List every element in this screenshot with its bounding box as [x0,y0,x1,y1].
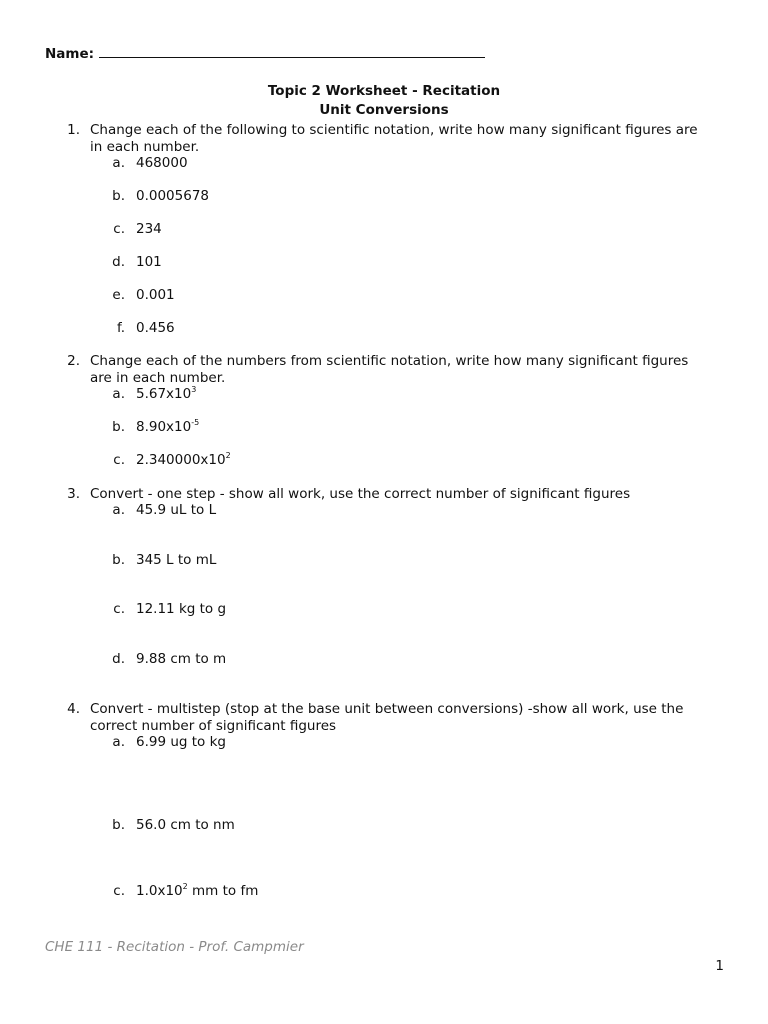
question-number: 3. [67,486,80,502]
item-text: 12.11 kg to g [136,601,227,617]
item-letter: c. [113,221,125,237]
item-text: 6.99 ug to kg [136,734,226,750]
item-letter: a. [112,734,125,750]
item-letter: f. [116,320,125,336]
item-text: 234 [136,221,162,237]
item-text: 345 L to mL [136,552,217,568]
item-text: 0.0005678 [136,188,210,204]
exponent: -5 [191,418,200,427]
question-number: 1. [67,122,80,138]
footer-instructor: Prof. Campmier [198,939,304,955]
exponent: 2 [225,451,231,460]
name-blank-line [99,45,485,58]
item-letter: b. [112,419,125,435]
name-label: Name: [45,46,95,62]
question-text: Convert - one step - show all work, use the correct number of significant figures [90,486,631,502]
item-text: 468000 [136,155,188,171]
item-text: $2.340000x10^2$ [136,451,231,468]
item-letter: c. [113,452,125,468]
item-text: 101 [136,254,162,270]
item-text: $8.90x10^{-5}$ [136,418,200,435]
question-number: 2. [67,353,80,369]
item-letter: b. [112,552,125,568]
item-letter: b. [112,817,125,833]
item-letter: c. [113,601,125,617]
item-letter: d. [112,651,125,667]
question-text: Change each of the numbers from scientific notation, write how many significant figures [90,353,689,369]
page-number: 1 [715,958,724,974]
question-text: Change each of the following to scientific notation, write how many significant figures are [90,122,698,138]
exponent: 2 [182,882,188,891]
item-text: $5.67x10^3$ [136,385,197,402]
item-text: 45.9 uL to L [136,502,217,518]
worksheet-subtitle: Unit Conversions [319,102,449,118]
item-text: 56.0 cm to nm [136,817,235,833]
question-number: 4. [67,701,80,717]
item-letter: a. [112,386,125,402]
footer-course: CHE 111 [45,939,104,955]
item-letter: a. [112,502,125,518]
item-text: 0.456 [136,320,175,336]
worksheet-title: Topic 2 Worksheet - Recitation [267,83,501,99]
item-letter: e. [112,287,125,303]
name-field [45,45,485,63]
item-text: 0.001 [136,287,175,303]
question-text: are in each number. [90,370,226,386]
page-footer: CHE 111 - Recitation - Prof. Campmier [45,939,304,955]
item-letter: b. [112,188,125,204]
item-letter: d. [112,254,125,270]
footer-section: Recitation [116,939,185,955]
question-text: in each number. [90,139,200,155]
item-text: 9.88 cm to m [136,651,227,667]
question-text: correct number of significant figures [90,718,337,734]
question-text: Convert - multistep (stop at the base unit between conversions) -show all work, use the [90,701,684,717]
exponent: 3 [191,385,197,394]
item-letter: c. [113,883,125,899]
item-letter: a. [112,155,125,171]
item-text: $1.0x10^2$ mm to fm [136,882,259,899]
